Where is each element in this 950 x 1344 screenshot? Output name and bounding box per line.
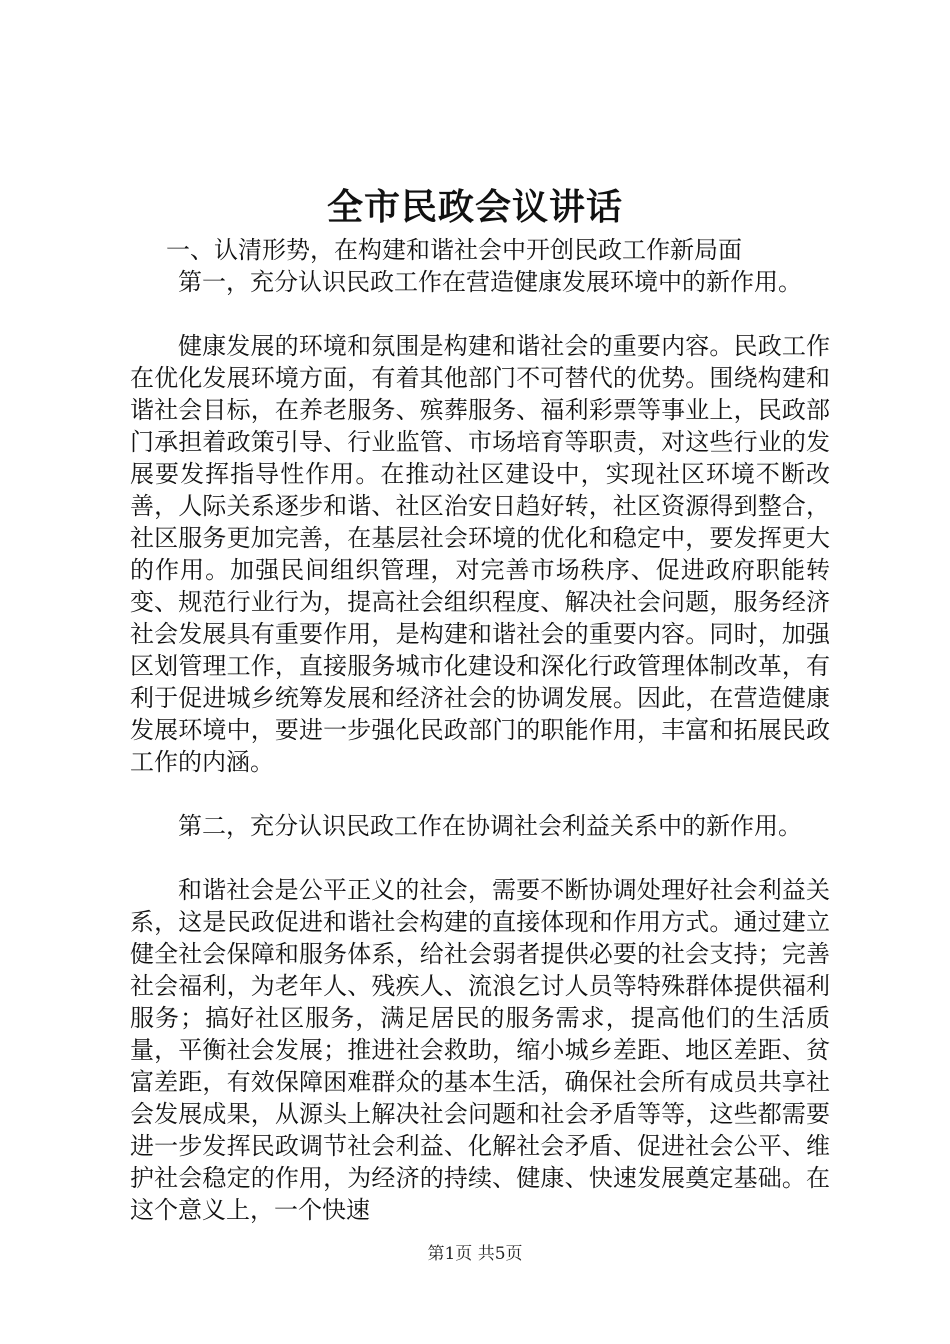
subsection-heading-1: 第一，充分认识民政工作在营造健康发展环境中的新作用。: [178, 268, 802, 296]
page-number: 第1页 共5页: [427, 1244, 523, 1264]
document-body: [130, 234, 830, 1226]
paragraph-1: 健康发展的环境和氛围是构建和谐社会的重要内容。民政工作在优化发展环境方面，有着其他部门不可替代的优势。围绕构建和谐社会目标，在养老服务、殡葬服务、福利彩票等事业上，民政部门承担着政策引导、行业监管、市场培育等职责，对这些行业的发展要发挥指导性作用。在推动社区建设中，实现社区环境不断改善，人际关系逐步和谐、社区治安日趋好转，社区资源得到整合，社区服务更加完善，在基层社会环境的优化和稳定中，要发挥更大的作用。加强民间组织管理，对完善市场秩序、促进政府职能转变、规范行业行为，提高社会组织程度、解决社会问题，服务经济社会发展具有重要作用，是构建和谐社会的重要内容。同时，加强区划管理工作，直接服务城市化建设和深化行政管理体制改革，有利于促进城乡统筹发展和经济社会的协调发展。因此，在营造健康发展环境中，要进一步强化民政部门的职能作用，丰富和拓展民政工作的内涵。: [130, 332, 830, 776]
subsection-heading-2: 第二，充分认识民政工作在协调社会利益关系中的新作用。: [178, 812, 802, 840]
section-heading: 一、认清形势，在构建和谐社会中开创民政工作新局面: [166, 236, 742, 264]
paragraph-2: 和谐社会是公平正义的社会，需要不断协调处理好社会利益关系，这是民政促进和谐社会构建的直接体现和作用方式。通过建立健全社会保障和服务体系，给社会弱者提供必要的社会支持；完善社会福利，为老年人、残疾人、流浪乞讨人员等特殊群体提供福利服务；搞好社区服务，满足居民的服务需求，提高他们的生活质量，平衡社会发展；推进社会救助，缩小城乡差距、地区差距、贫富差距，有效保障困难群众的基本生活，确保社会所有成员共享社会发展成果，从源头上解决社会问题和社会矛盾等等，这些都需要进一步发挥民政调节社会利益、化解社会矛盾、促进社会公平、维护社会稳定的作用，为经济的持续、健康、快速发展奠定基础。在这个意义上，一个快速: [130, 876, 830, 1224]
document-title: 全市民政会议讲话: [326, 186, 623, 228]
